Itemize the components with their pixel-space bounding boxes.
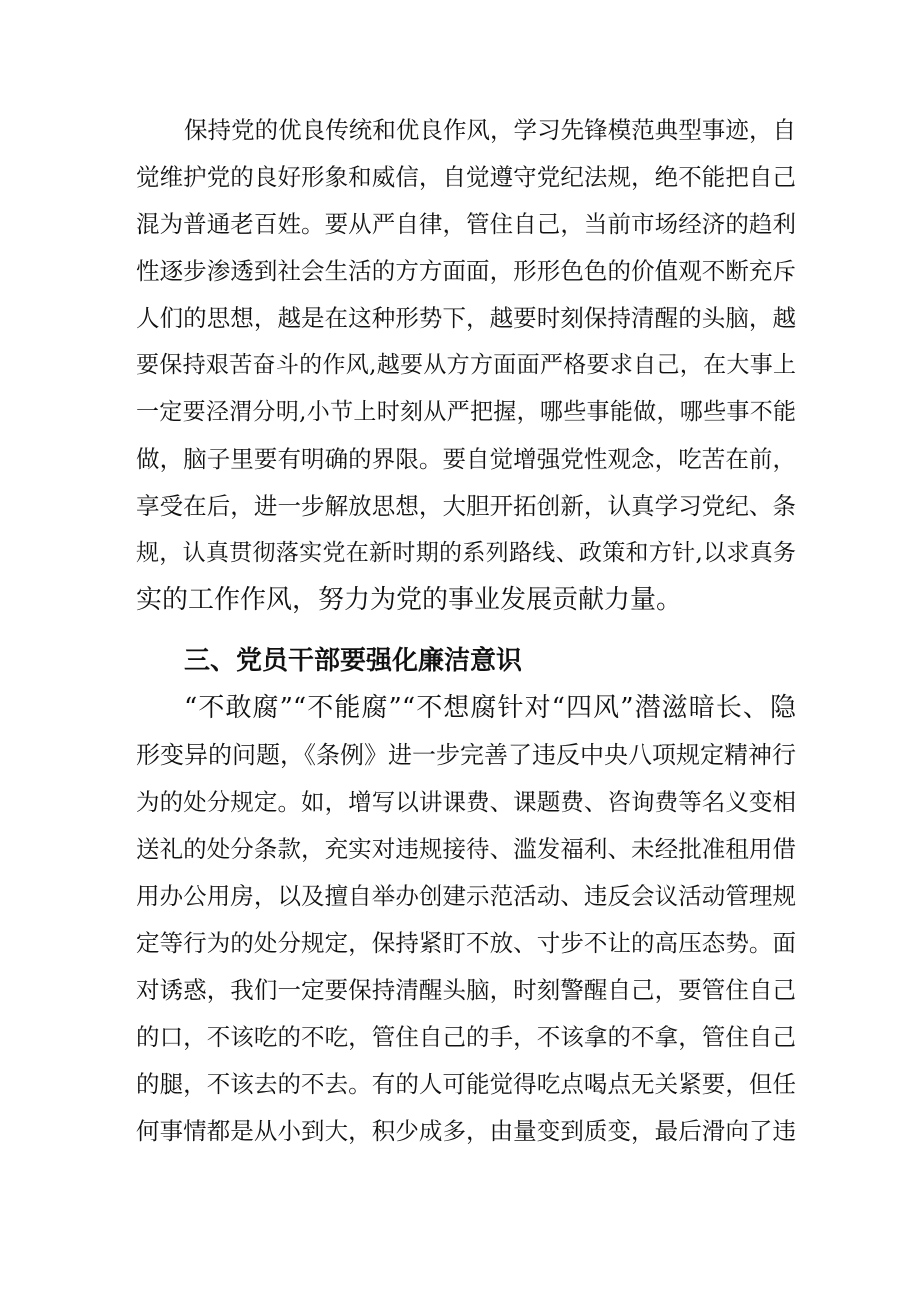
- paragraph-1-line: 要保持艰苦奋斗的作风,越要从方方面面严格要求自己，在大事上: [136, 352, 796, 378]
- paragraph-2-line: 的口，不该吃的不吃，管住自己的手，不该拿的不拿，管住自己: [136, 1023, 796, 1051]
- paragraph-1-line: 觉维护党的良好形象和威信，自觉遵守党纪法规，绝不能把自己: [136, 163, 796, 191]
- paragraph-1-line: 人们的思想，越是在这种形势下，越要时刻保持清醒的头脑，越: [136, 304, 796, 332]
- paragraph-2-line: 为的处分规定。如，增写以讲课费、课题费、咨询费等名义变相: [136, 788, 796, 816]
- paragraph-1-line: 保持党的优良传统和优良作风，学习先锋模范典型事迹，自: [184, 116, 796, 144]
- paragraph-2-line: 送礼的处分条款，充实对违规接待、滥发福利、未经批准租用借: [136, 835, 796, 863]
- paragraph-2-line: 定等行为的处分规定，保持紧盯不放、寸步不让的高压态势。面: [136, 929, 796, 957]
- paragraph-2-line: 何事情都是从小到大，积少成多，由量变到质变，最后滑向了违: [136, 1117, 796, 1145]
- paragraph-2-line: “不敢腐”“不能腐”“不想腐针对“四风”潜滋暗长、隐: [184, 693, 796, 723]
- paragraph-1-line: 混为普通老百姓。要从严自律，管住自己，当前市场经济的趋利: [136, 210, 796, 238]
- paragraph-1-line: 性逐步渗透到社会生活的方方面面，形形色色的价值观不断充斥: [136, 257, 796, 285]
- paragraph-1-line: 享受在后，进一步解放思想，大胆开拓创新，认真学习党纪、条: [136, 492, 796, 520]
- paragraph-1-line: 规，认真贯彻落实党在新时期的系列路线、政策和方针,以求真务: [136, 540, 796, 566]
- paragraph-2-line: 形变异的问题，《条例》进一步完善了违反中央八项规定精神行: [136, 741, 796, 769]
- paragraph-1-line: 实的工作作风，努力为党的事业发展贡献力量。: [136, 585, 683, 615]
- paragraph-2-line: 对诱惑，我们一定要保持清醒头脑，时刻警醒自己，要管住自己: [136, 976, 796, 1004]
- paragraph-1-line: 一定要泾渭分明,小节上时刻从严把握，哪些事能做，哪些事不能: [136, 399, 796, 425]
- section-heading: 三、党员干部要强化廉洁意识: [184, 646, 523, 676]
- paragraph-2-line: 的腿，不该去的不去。有的人可能觉得吃点喝点无关紧要，但任: [136, 1070, 796, 1098]
- paragraph-1-line: 做，脑子里要有明确的界限。要自觉增强党性观念，吃苦在前，: [136, 445, 796, 473]
- paragraph-2-line: 用办公用房，以及擅自举办创建示范活动、违反会议活动管理规: [136, 882, 796, 910]
